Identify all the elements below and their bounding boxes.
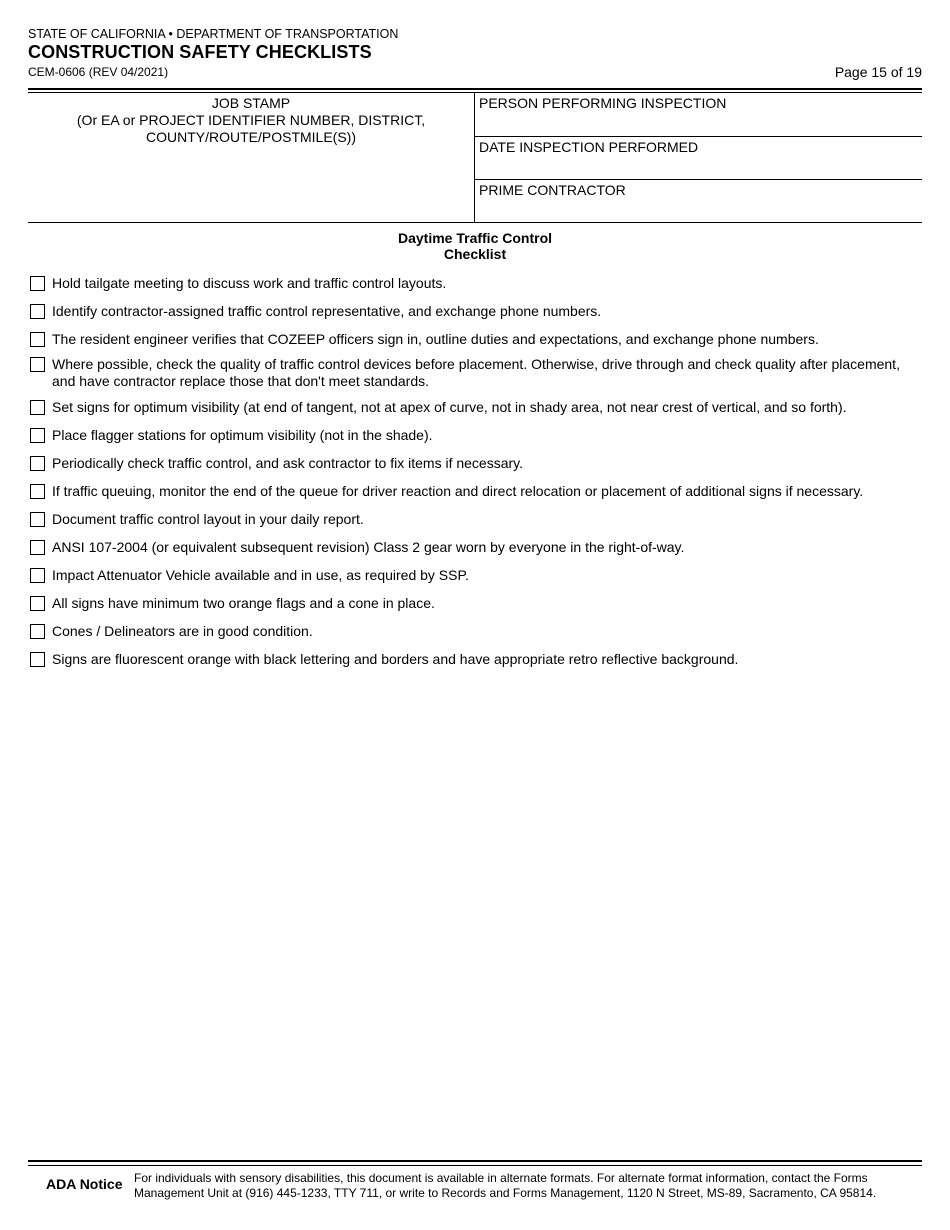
checklist-item-text: Identify contractor-assigned traffic control representative, and exchange phone numbers. [52, 303, 602, 319]
ada-notice-text: For individuals with sensory disabilities, this document is available in alternate formats. For alternate format information, contact the Forms Management Unit at (916) 445-1233, TTY 711, or write to Records and Forms Management, 1120 N Street, MS-89, Sacramento, CA 95814. [134, 1171, 877, 1200]
checklist-item [30, 303, 920, 320]
checklist-item [30, 483, 920, 500]
field-divider [475, 179, 922, 180]
checklist-item-text: Where possible, check the quality of traffic control devices before placement. Otherwise, drive through and check quality after placement, and have contractor replace those that don't meet standards. [52, 356, 900, 389]
ada-notice-label: ADA Notice [46, 1176, 123, 1192]
section-title-line-2: Checklist [443, 246, 507, 262]
checklist-item [30, 651, 920, 668]
checkbox[interactable] [30, 332, 45, 347]
checklist-item-text: Set signs for optimum visibility (at end of tangent, not at apex of curve, not in shady area, not near crest of vertical, and so forth). [52, 399, 847, 415]
job-stamp-area[interactable] [28, 95, 474, 146]
checkbox[interactable] [30, 428, 45, 443]
job-stamp-sublabel-1: (Or EA or PROJECT IDENTIFIER NUMBER, DISTRICT, [76, 112, 426, 128]
checklist-item [30, 331, 920, 348]
agency-line: STATE OF CALIFORNIA • DEPARTMENT OF TRANSPORTATION [28, 27, 399, 41]
checklist-item-text: Periodically check traffic control, and ask contractor to fix items if necessary. [52, 455, 524, 471]
job-stamp-label: JOB STAMP [211, 95, 291, 111]
checklist-item-text: The resident engineer verifies that COZEEP officers sign in, outline duties and expectations, and exchange phone numbers. [52, 331, 819, 347]
form-number: CEM-0606 (REV 04/2021) [28, 65, 169, 79]
checklist-item [30, 356, 920, 390]
checklist-item [30, 427, 920, 444]
checkbox[interactable] [30, 652, 45, 667]
section-title [28, 230, 922, 262]
field-divider [475, 136, 922, 137]
prime-contractor-field[interactable] [479, 182, 626, 198]
checklist-item [30, 595, 920, 612]
prime-contractor-label: PRIME CONTRACTOR [479, 182, 626, 198]
checkbox[interactable] [30, 304, 45, 319]
date-inspection-performed-field[interactable] [479, 139, 698, 155]
checkbox[interactable] [30, 276, 45, 291]
checkbox[interactable] [30, 540, 45, 555]
header-divider-thick [28, 88, 922, 90]
person-performing-inspection-label: PERSON PERFORMING INSPECTION [479, 95, 727, 111]
info-block-divider [474, 93, 475, 223]
footer-divider-thin [28, 1165, 922, 1166]
footer-divider-thick [28, 1160, 922, 1162]
checklist-item [30, 567, 920, 584]
checklist-item [30, 275, 920, 292]
checklist-item-text: All signs have minimum two orange flags and a cone in place. [52, 595, 435, 611]
form-title: CONSTRUCTION SAFETY CHECKLISTS [28, 42, 372, 62]
checklist-item [30, 455, 920, 472]
checkbox[interactable] [30, 624, 45, 639]
info-block-bottom-rule [28, 222, 922, 223]
checklist-item-text: If traffic queuing, monitor the end of the queue for driver reaction and direct relocation or placement of additional signs if necessary. [52, 483, 864, 499]
checklist-item [30, 399, 920, 416]
checklist-item [30, 623, 920, 640]
checkbox[interactable] [30, 596, 45, 611]
checkbox[interactable] [30, 484, 45, 499]
person-performing-inspection-field[interactable] [479, 95, 726, 111]
checklist-item [30, 511, 920, 528]
section-title-line-1: Daytime Traffic Control [397, 230, 553, 246]
page-number: Page 15 of 19 [834, 64, 922, 80]
checkbox[interactable] [30, 400, 45, 415]
checklist-item [30, 539, 920, 556]
checkbox[interactable] [30, 568, 45, 583]
header-divider-thin [28, 92, 922, 93]
date-inspection-performed-label: DATE INSPECTION PERFORMED [479, 139, 699, 155]
checklist-item-text: ANSI 107-2004 (or equivalent subsequent revision) Class 2 gear worn by everyone in the right-of-way. [52, 539, 685, 555]
checkbox[interactable] [30, 512, 45, 527]
checkbox[interactable] [30, 456, 45, 471]
checklist-item-text: Place flagger stations for optimum visibility (not in the shade). [52, 427, 433, 443]
job-stamp-sublabel-2: COUNTY/ROUTE/POSTMILE(S)) [145, 129, 356, 145]
checklist-item-text: Impact Attenuator Vehicle available and in use, as required by SSP. [52, 567, 469, 583]
checkbox[interactable] [30, 357, 45, 372]
checklist-item-text: Document traffic control layout in your daily report. [52, 511, 364, 527]
checklist-item-text: Signs are fluorescent orange with black lettering and borders and have appropriate retro reflective background. [52, 651, 739, 667]
checklist-item-text: Cones / Delineators are in good condition. [52, 623, 313, 639]
checklist-item-text: Hold tailgate meeting to discuss work and traffic control layouts. [52, 275, 447, 291]
